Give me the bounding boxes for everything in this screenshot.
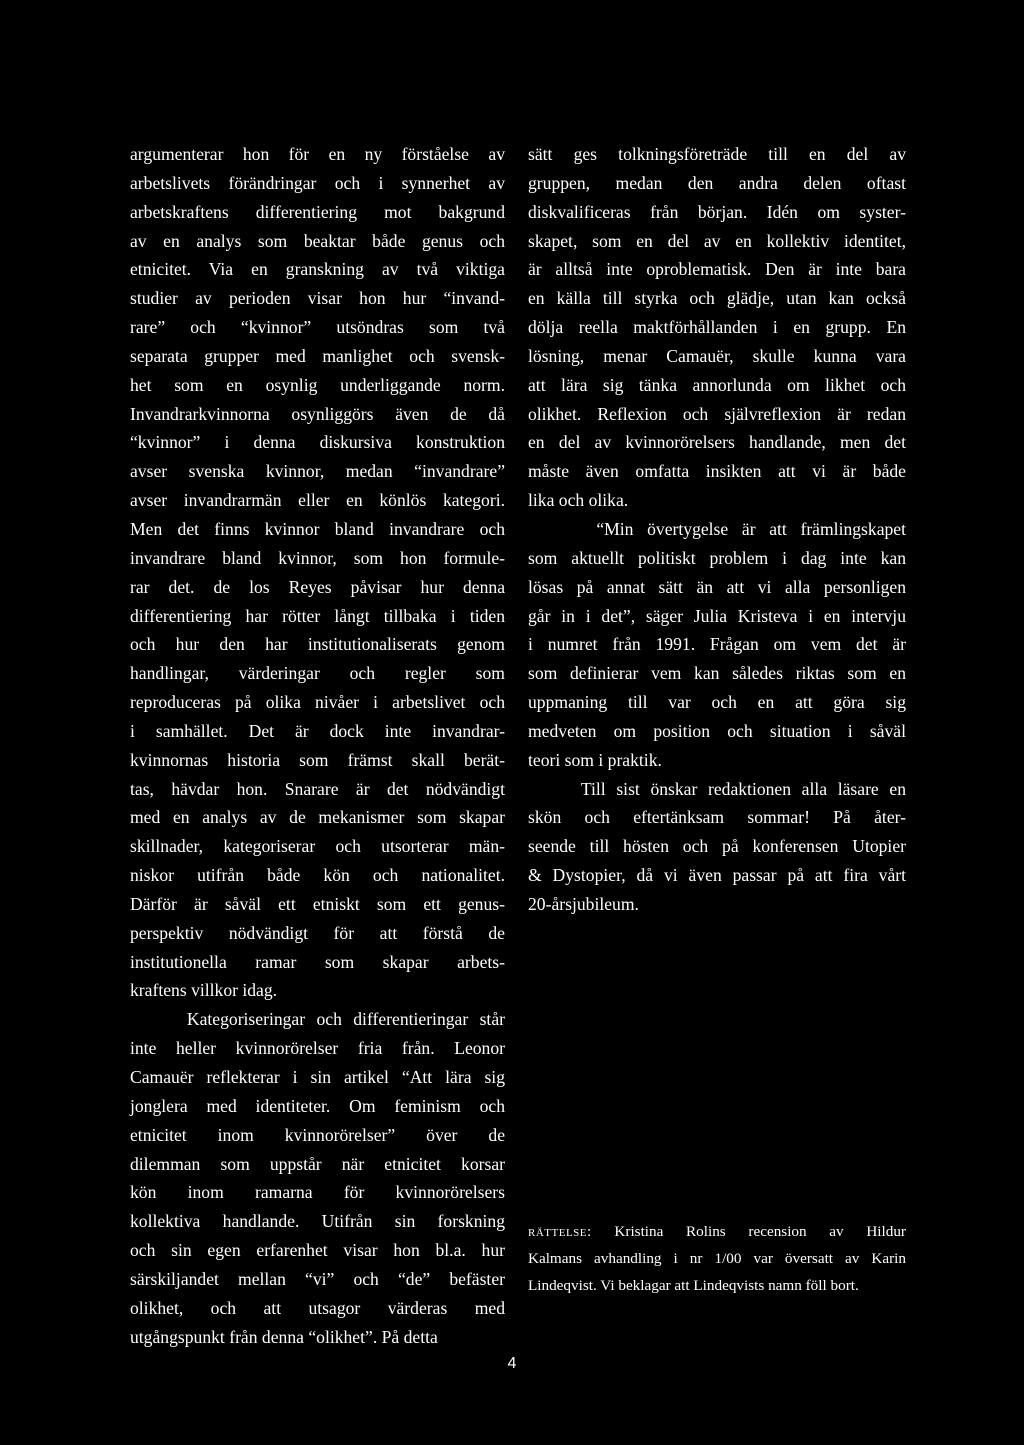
- text-line: handlingar, värderingar och regler som: [130, 663, 505, 684]
- text-line: dilemman som uppstår när etnicitet korsar: [130, 1153, 505, 1174]
- correction-note: [528, 1218, 906, 1299]
- text-line: rare” och “kvinnor” utsöndras som två: [130, 317, 505, 338]
- text-line: inte heller kvinnorörelser fria från. Leonor: [130, 1038, 505, 1059]
- page-number: 4: [507, 1355, 517, 1372]
- text-line: sätt ges tolkningsföreträde till en del av: [528, 144, 906, 164]
- correction-note-line: Kalmans avhandling i nr 1/00 var översatt av Karin: [528, 1250, 906, 1267]
- text-line: “Min övertygelse är att främlingskapet: [528, 518, 906, 539]
- text-line: går in i det”, säger Julia Kristeva i en intervju: [528, 605, 906, 626]
- text-line: en del av kvinnorörelsers handlande, men det: [528, 432, 906, 453]
- text-line: i numret från 1991. Frågan om vem det är: [528, 634, 906, 655]
- text-line: lika och olika.: [528, 490, 629, 511]
- text-line: teori som i praktik.: [528, 749, 662, 770]
- text-line: separata grupper med manlighet och svensk-: [130, 345, 505, 366]
- text-line: som definierar vem kan således riktas som en: [528, 663, 906, 684]
- text-line: avser svenska kvinnor, medan “invandrare”: [130, 461, 505, 482]
- text-line: Men det finns kvinnor bland invandrare och: [130, 518, 505, 539]
- text-line: arbetskraftens differentiering mot bakgrund: [130, 201, 505, 222]
- left-text-column: [130, 140, 505, 1351]
- correction-text: Kristina Rolins recension av Hildur: [591, 1223, 906, 1240]
- text-line: etnicitet. Via en granskning av två viktiga: [130, 259, 505, 280]
- text-line: & Dystopier, då vi även passar på att fira vårt: [528, 865, 906, 886]
- text-line: i samhället. Det är dock inte invandrar-: [130, 720, 505, 741]
- text-line: rar det. de los Reyes påvisar hur denna: [130, 576, 505, 597]
- text-line: kön inom ramarna för kvinnorörelsers: [130, 1182, 505, 1203]
- right-text-column: [528, 140, 906, 919]
- text-line: lösas på annat sätt än att vi alla personligen: [528, 576, 906, 597]
- text-line: het som en osynlig underliggande norm.: [130, 374, 505, 395]
- text-line: med en analys av de mekanismer som skapar: [130, 807, 505, 828]
- correction-note-line: [528, 1218, 906, 1245]
- text-line: av en analys som beaktar både genus och: [130, 230, 505, 251]
- text-line: olikhet. Reflexion och självreflexion är redan: [528, 403, 906, 424]
- text-line: differentiering har rötter långt tillbaka i tiden: [130, 605, 505, 626]
- text-line: utgångspunkt från denna “olikhet”. På detta: [130, 1326, 438, 1347]
- text-line: kvinnornas historia som främst skall berät-: [130, 749, 505, 770]
- text-line: medveten om position och situation i såväl: [528, 720, 906, 741]
- text-line: 20-årsjubileum.: [528, 893, 639, 914]
- text-line: jonglera med identiteter. Om feminism och: [130, 1095, 505, 1116]
- text-line: och sin egen erfarenhet visar hon bl.a. hur: [130, 1240, 505, 1261]
- text-line: perspektiv nödvändigt för att förstå de: [130, 922, 505, 943]
- text-line: avser invandrarmän eller en könlös kategori.: [130, 490, 505, 511]
- text-line: reproduceras på olika nivåer i arbetslivet och: [130, 692, 505, 713]
- text-line: niskor utifrån både kön och nationalitet.: [130, 865, 505, 886]
- text-line: seende till hösten och på konferensen Utopier: [528, 836, 906, 857]
- text-line: Kategoriseringar och differentieringar står: [130, 1009, 505, 1030]
- text-line: tas, hävdar hon. Snarare är det nödvändigt: [130, 778, 505, 799]
- text-line: att lära sig tänka annorlunda om likhet och: [528, 374, 906, 395]
- text-line: Invandrarkvinnorna osynliggörs även de då: [130, 403, 505, 424]
- text-line: som aktuellt politiskt problem i dag inte kan: [528, 547, 906, 568]
- text-line: är alltså inte oproblematisk. Den är inte bara: [528, 259, 906, 280]
- correction-note-line: Lindeqvist. Vi beklagar att Lindeqvists namn föll bort.: [528, 1277, 859, 1294]
- text-line: invandrare bland kvinnor, som hon formule-: [130, 547, 505, 568]
- text-line: olikhet, och att utsagor värderas med: [130, 1297, 505, 1318]
- text-line: institutionella ramar som skapar arbets-: [130, 951, 505, 972]
- text-line: Därför är såväl ett etniskt som ett genus-: [130, 893, 505, 914]
- text-line: skapet, som en del av en kollektiv identitet,: [528, 230, 906, 251]
- text-line: måste även omfatta insikten att vi är både: [528, 461, 906, 482]
- text-line: särskiljandet mellan “vi” och “de” befäster: [130, 1268, 505, 1289]
- text-line: och hur den har institutionaliserats genom: [130, 634, 505, 655]
- text-line: studier av perioden visar hon hur “invand-: [130, 288, 505, 309]
- text-line: diskvalificeras från början. Idén om syster-: [528, 201, 906, 222]
- text-line: dölja reella maktförhållanden i en grupp. En: [528, 317, 906, 338]
- text-line: kollektiva handlande. Utifrån sin forskning: [130, 1211, 505, 1232]
- text-line: uppmaning till var och en att göra sig: [528, 692, 906, 713]
- text-line: en källa till styrka och glädje, utan kan också: [528, 288, 906, 309]
- text-line: kraftens villkor idag.: [130, 980, 278, 1001]
- text-line: Camauër reflekterar i sin artikel “Att lära sig: [130, 1067, 505, 1087]
- text-line: skön och eftertänksam sommar! På åter-: [528, 807, 906, 828]
- text-line: gruppen, medan den andra delen oftast: [528, 172, 906, 193]
- text-line: Till sist önskar redaktionen alla läsare en: [528, 778, 906, 799]
- text-line: arbetslivets förändringar och i synnerhet av: [130, 172, 505, 193]
- text-line: skillnader, kategoriserar och utsorterar män-: [130, 836, 505, 857]
- text-line: argumenterar hon för en ny förståelse av: [130, 144, 505, 164]
- text-line: etnicitet inom kvinnorörelser” över de: [130, 1124, 505, 1145]
- correction-label: rättelse:: [528, 1223, 592, 1240]
- text-line: lösning, menar Camauër, skulle kunna vara: [528, 345, 906, 366]
- text-line: “kvinnor” i denna diskursiva konstruktion: [130, 432, 505, 453]
